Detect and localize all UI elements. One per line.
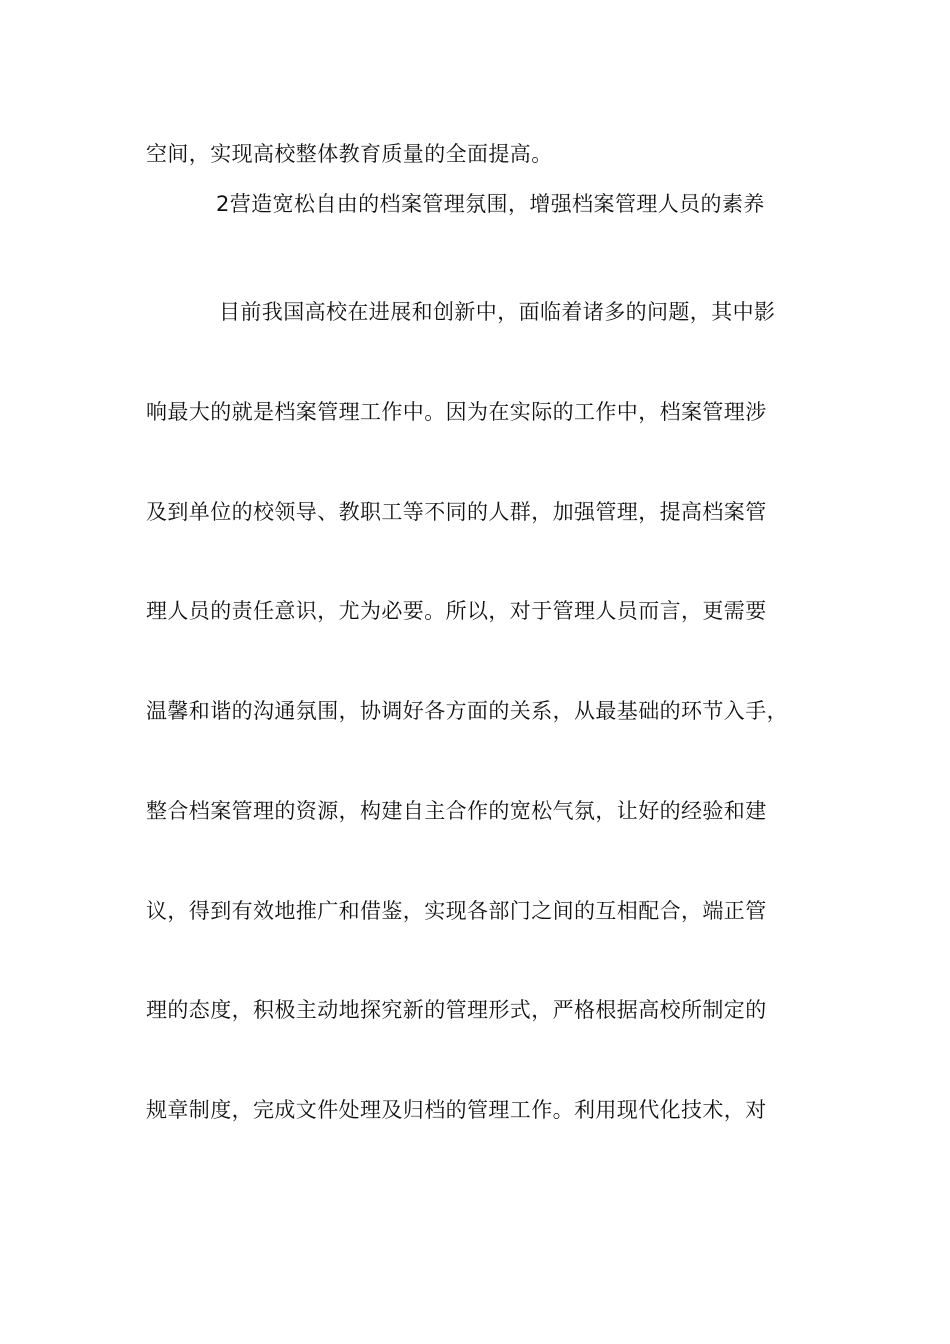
paragraph-line: 空间，实现高校整体教育质量的全面提高。 xyxy=(146,142,553,166)
paragraph-line: 响最大的就是档案管理工作中。因为在实际的工作中，档案管理涉 xyxy=(146,400,767,424)
paragraph-line: 温馨和谐的沟通氛围，协调好各方面的关系，从最基础的环节入手， xyxy=(146,699,788,723)
paragraph-line: 及到单位的校领导、教职工等不同的人群，加强管理，提高档案管 xyxy=(146,500,767,524)
section-heading: 2营造宽松自由的档案管理氛围，增强档案管理人员的素养 xyxy=(216,192,765,216)
paragraph-line: 目前我国高校在进展和创新中，面临着诸多的问题，其中影 xyxy=(219,300,776,324)
paragraph-line: 规章制度，完成文件处理及归档的管理工作。利用现代化技术，对 xyxy=(146,1098,767,1122)
paragraph-line: 议，得到有效地推广和借鉴，实现各部门之间的互相配合，端正管 xyxy=(146,899,767,923)
paragraph-line: 理的态度，积极主动地探究新的管理形式，严格根据高校所制定的 xyxy=(146,998,767,1022)
paragraph-line: 整合档案管理的资源，构建自主合作的宽松气氛，让好的经验和建 xyxy=(146,799,767,823)
paragraph-line: 理人员的责任意识，尤为必要。所以，对于管理人员而言，更需要 xyxy=(146,599,767,623)
